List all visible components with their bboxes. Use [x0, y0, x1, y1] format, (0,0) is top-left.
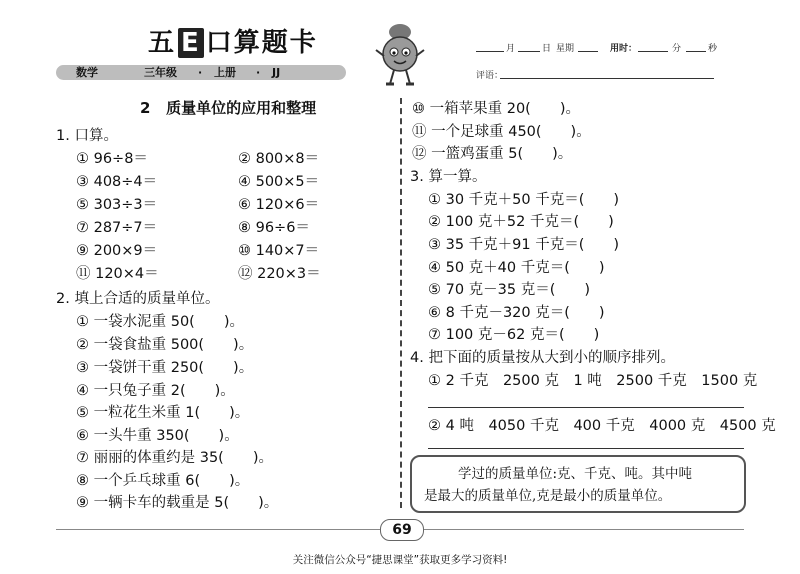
q1-item: ⑧ 96÷6＝ — [238, 220, 310, 236]
q3-item: ① 30 千克＋50 千克＝( ) — [428, 192, 620, 208]
q3-item: ⑥ 8 千克－320 克＝( ) — [428, 305, 605, 321]
section-number: 2 — [140, 99, 151, 117]
q3-item: ② 100 克＋52 千克＝( ) — [428, 214, 614, 230]
section-name: 质量单位的应用和整理 — [166, 99, 317, 117]
card-title — [148, 22, 318, 59]
q1-item: ⑨ 200×9＝ — [76, 243, 158, 259]
minute-label: 分 — [672, 44, 682, 54]
q1-item: ② 800×8＝ — [238, 151, 320, 167]
footer-text: 关注微信公众号“捷思课堂”获取更多学习资料! — [292, 554, 508, 566]
q1-item: ③ 408÷4＝ — [76, 174, 158, 190]
q2-item: ⑥ 一头牛重 350( )。 — [76, 428, 239, 444]
q4-item: ① 2 千克 2500 克 1 吨 2500 千克 1500 克 — [428, 373, 758, 389]
q3-item: ③ 35 千克＋91 千克＝( ) — [428, 237, 620, 253]
title-letter-badge: E — [178, 28, 204, 58]
q2-item: ⑫ 一篮鸡蛋重 5( )。 — [412, 146, 573, 162]
edition-label: JJ — [272, 66, 281, 79]
q1-item: ⑤ 303÷3＝ — [76, 197, 158, 213]
q2-item: ③ 一袋饼干重 250( )。 — [76, 360, 254, 376]
subject-bar — [56, 65, 346, 80]
dot-separator: · — [198, 66, 203, 79]
q4-answer-line-2[interactable] — [428, 448, 744, 449]
q2-item: ① 一袋水泥重 50( )。 — [76, 314, 244, 330]
q4-item: ② 4 吨 4050 千克 400 千克 4000 克 4500 克 — [428, 418, 776, 434]
mascot-body — [383, 37, 417, 71]
q1-item: ⑩ 140×7＝ — [238, 243, 320, 259]
q1-item: ⑪ 120×4＝ — [76, 266, 159, 282]
month-label: 月 — [506, 44, 516, 54]
weekday-label: 星期 — [556, 44, 575, 54]
q1-heading: 1. 口算。 — [56, 128, 118, 144]
q2-heading: 2. 填上合适的质量单位。 — [56, 291, 220, 307]
q1-item: ⑥ 120×6＝ — [238, 197, 320, 213]
second-label: 秒 — [708, 44, 718, 54]
second-blank[interactable] — [686, 51, 706, 52]
q1-item: ① 96÷8＝ — [76, 151, 148, 167]
q3-item: ⑦ 100 克－62 克＝( ) — [428, 327, 600, 343]
comment-blank[interactable] — [500, 78, 714, 79]
dot-separator: · — [256, 66, 261, 79]
q2-item: ⑤ 一粒花生米重 1( )。 — [76, 405, 250, 421]
column-divider — [400, 98, 402, 508]
day-label: 日 — [542, 44, 552, 54]
mascot-illustration — [370, 20, 430, 90]
subject-label: 数学 — [76, 66, 98, 79]
q2-item: ② 一袋食盐重 500( )。 — [76, 337, 254, 353]
q3-item: ④ 50 克＋40 千克＝( ) — [428, 260, 605, 276]
q1-item: ④ 500×5＝ — [238, 174, 320, 190]
grade-label: 三年级 — [144, 66, 177, 79]
q3-heading: 3. 算一算。 — [410, 169, 487, 185]
q2-item: ⑩ 一箱苹果重 20( )。 — [412, 101, 580, 117]
q1-item: ⑦ 287÷7＝ — [76, 220, 158, 236]
minute-blank[interactable] — [638, 51, 668, 52]
q4-heading: 4. 把下面的质量按从大到小的顺序排列。 — [410, 350, 675, 366]
q2-item: ⑨ 一辆卡车的载重是 5( )。 — [76, 495, 279, 511]
volume-label: 上册 — [214, 66, 236, 79]
note-line-2: 是最大的质量单位,克是最小的质量单位。 — [424, 488, 672, 504]
day-blank[interactable] — [518, 51, 540, 52]
weekday-blank[interactable] — [578, 51, 598, 52]
q2-item: ⑧ 一个乒乓球重 6( )。 — [76, 473, 250, 489]
page-number: 69 — [380, 519, 424, 541]
q1-item: ⑫ 220×3＝ — [238, 266, 321, 282]
q4-answer-line-1[interactable] — [428, 407, 744, 408]
time-label: 用时： — [610, 44, 638, 54]
title-suffix: 口算题卡 — [205, 28, 318, 58]
comment-label: 评语： — [476, 71, 504, 81]
q2-item: ⑪ 一个足球重 450( )。 — [412, 124, 591, 140]
title-prefix: 五 — [148, 28, 177, 58]
section-title — [140, 97, 316, 118]
note-line-1: 学过的质量单位:克、千克、吨。其中吨 — [458, 466, 693, 482]
q2-item: ⑦ 丽丽的体重约是 35( )。 — [76, 450, 273, 466]
q3-item: ⑤ 70 克－35 克＝( ) — [428, 282, 591, 298]
month-blank[interactable] — [476, 51, 504, 52]
q2-item: ④ 一只兔子重 2( )。 — [76, 383, 235, 399]
mascot-legs — [390, 70, 410, 84]
